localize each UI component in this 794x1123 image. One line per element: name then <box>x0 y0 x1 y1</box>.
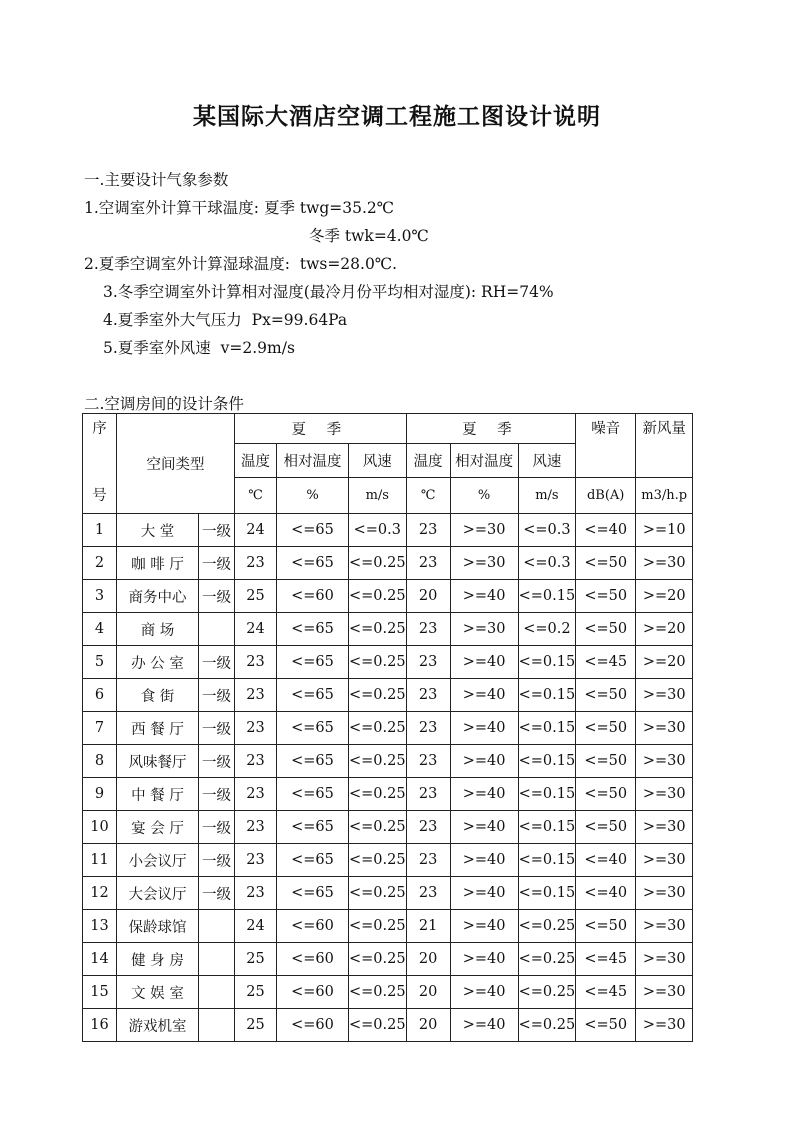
summer-temp-cell: 24 <box>235 613 277 646</box>
comfort-level-cell: 一级 <box>199 778 235 811</box>
fresh-air-volume-cell: >=30 <box>636 778 693 811</box>
summer-group-header-2: 夏 季 <box>406 414 576 444</box>
fresh-air-volume-cell: >=30 <box>636 547 693 580</box>
wind-speed-2-cell: <=0.3 <box>518 514 576 547</box>
unit-fresh-air: m3/h.p <box>636 478 693 514</box>
temp-2-cell: 23 <box>406 547 450 580</box>
summer-temp-cell: 23 <box>235 811 277 844</box>
summer-humidity-cell: <=60 <box>277 943 349 976</box>
humidity-2-cell: >=40 <box>450 844 518 877</box>
wind-speed-2-cell: <=0.25 <box>518 943 576 976</box>
summer-temp-cell: 23 <box>235 646 277 679</box>
summer-temp-cell: 23 <box>235 712 277 745</box>
temp-2-cell: 21 <box>406 910 450 943</box>
space-name-cell: 小会议厅 <box>117 844 199 877</box>
wind-speed-2-cell: <=0.15 <box>518 646 576 679</box>
fresh-air-volume-cell: >=10 <box>636 514 693 547</box>
row-number-cell: 10 <box>83 811 117 844</box>
unit-wind-2: m/s <box>518 478 576 514</box>
summer-wind-speed-cell: <=0.25 <box>349 613 407 646</box>
temp-2-cell: 23 <box>406 646 450 679</box>
summer-temp-cell: 23 <box>235 547 277 580</box>
comfort-level-cell: 一级 <box>199 580 235 613</box>
humidity-2-cell: >=30 <box>450 547 518 580</box>
temp-2-cell: 23 <box>406 712 450 745</box>
comfort-level-cell <box>199 976 235 1009</box>
temp-2-cell: 20 <box>406 1009 450 1042</box>
comfort-level-cell: 一级 <box>199 514 235 547</box>
comfort-level-cell: 一级 <box>199 679 235 712</box>
noise-level-cell: <=50 <box>576 679 636 712</box>
noise-level-cell: <=50 <box>576 745 636 778</box>
space-name-cell: 文 娱 室 <box>117 976 199 1009</box>
summer-group-header: 夏 季 <box>235 414 407 444</box>
fresh-air-volume-cell: >=20 <box>636 646 693 679</box>
humidity-2-cell: >=40 <box>450 712 518 745</box>
noise-level-cell: <=45 <box>576 976 636 1009</box>
wind-speed-2-cell: <=0.25 <box>518 910 576 943</box>
summer-wind-speed-cell: <=0.25 <box>349 778 407 811</box>
noise-level-cell: <=50 <box>576 778 636 811</box>
summer-temp-cell: 25 <box>235 580 277 613</box>
summer-wind-speed-cell: <=0.25 <box>349 976 407 1009</box>
wind-speed-2-cell: <=0.15 <box>518 745 576 778</box>
space-name-cell: 中 餐 厅 <box>117 778 199 811</box>
temp-2-cell: 23 <box>406 514 450 547</box>
space-name-cell: 保龄球馆 <box>117 910 199 943</box>
row-number-cell: 6 <box>83 679 117 712</box>
summer-humidity-cell: <=60 <box>277 976 349 1009</box>
row-number-cell: 3 <box>83 580 117 613</box>
temp-2-cell: 20 <box>406 580 450 613</box>
humidity-2-cell: >=40 <box>450 580 518 613</box>
fresh-air-volume-cell: >=30 <box>636 745 693 778</box>
noise-level-cell: <=50 <box>576 580 636 613</box>
seq-header-top: 序 <box>92 421 107 437</box>
space-name-cell: 商 场 <box>117 613 199 646</box>
param-line-3: 3.冬季空调室外计算相对湿度(最冷月份平均相对湿度): RH=74% <box>103 283 554 301</box>
summer-wind-speed-cell: <=0.25 <box>349 1009 407 1042</box>
humidity-2-cell: >=40 <box>450 646 518 679</box>
row-number-cell: 14 <box>83 943 117 976</box>
noise-level-cell: <=40 <box>576 844 636 877</box>
space-name-cell: 大 堂 <box>117 514 199 547</box>
summer-humidity-cell: <=65 <box>277 679 349 712</box>
noise-level-cell: <=40 <box>576 877 636 910</box>
row-number-cell: 12 <box>83 877 117 910</box>
humidity-2-cell: >=40 <box>450 976 518 1009</box>
summer-humidity-cell: <=65 <box>277 778 349 811</box>
wind-speed-2-cell: <=0.15 <box>518 712 576 745</box>
param-line-1b: 冬季 twk=4.0℃ <box>309 227 429 245</box>
wind-speed-2-cell: <=0.15 <box>518 778 576 811</box>
wind-speed-2-cell: <=0.15 <box>518 580 576 613</box>
table-body <box>83 514 693 1042</box>
summer-wind-speed-cell: <=0.25 <box>349 811 407 844</box>
wind-speed-2-cell: <=0.15 <box>518 877 576 910</box>
space-type-header <box>117 414 235 514</box>
fresh-air-volume-cell: >=30 <box>636 712 693 745</box>
humidity-2-cell: >=40 <box>450 1009 518 1042</box>
row-number-cell: 1 <box>83 514 117 547</box>
summer-temp-cell: 23 <box>235 745 277 778</box>
summer-humidity-cell: <=65 <box>277 811 349 844</box>
noise-header: 噪音 <box>576 414 636 478</box>
summer-wind-speed-cell: <=0.25 <box>349 910 407 943</box>
fresh-air-volume-cell: >=30 <box>636 811 693 844</box>
temp-2-cell: 23 <box>406 778 450 811</box>
space-type-label: 空间类型 <box>146 457 205 473</box>
table-row <box>83 514 693 547</box>
summer-humidity-cell: <=65 <box>277 745 349 778</box>
row-number-cell: 15 <box>83 976 117 1009</box>
noise-level-cell: <=50 <box>576 712 636 745</box>
summer-humidity-cell: <=65 <box>277 712 349 745</box>
table-row <box>83 844 693 877</box>
row-number-cell: 11 <box>83 844 117 877</box>
comfort-level-cell: 一级 <box>199 844 235 877</box>
summer-wind-speed-cell: <=0.25 <box>349 877 407 910</box>
summer-humidity-cell: <=60 <box>277 1009 349 1042</box>
row-number-cell: 16 <box>83 1009 117 1042</box>
fresh-air-volume-cell: >=30 <box>636 910 693 943</box>
document-title: 某国际大酒店空调工程施工图设计说明 <box>193 104 601 130</box>
row-number-cell: 8 <box>83 745 117 778</box>
summer-humidity-cell: <=65 <box>277 547 349 580</box>
fresh-air-volume-cell: >=30 <box>636 976 693 1009</box>
summer-wind-speed-cell: <=0.25 <box>349 580 407 613</box>
noise-level-cell: <=45 <box>576 646 636 679</box>
space-name-cell: 办 公 室 <box>117 646 199 679</box>
unit-noise: dB(A) <box>576 478 636 514</box>
summer-temp-cell: 23 <box>235 778 277 811</box>
temp-2-cell: 23 <box>406 844 450 877</box>
temp-2-cell: 20 <box>406 943 450 976</box>
room-conditions-table <box>82 413 693 1042</box>
table-row <box>83 679 693 712</box>
fresh-air-volume-cell: >=30 <box>636 844 693 877</box>
humidity-2-cell: >=40 <box>450 679 518 712</box>
summer-temp-cell: 23 <box>235 844 277 877</box>
table-row <box>83 943 693 976</box>
table-row <box>83 811 693 844</box>
temp-2-cell: 20 <box>406 976 450 1009</box>
table-header <box>83 414 693 514</box>
wind-speed-2-cell: <=0.2 <box>518 613 576 646</box>
table-row <box>83 613 693 646</box>
param-line-1: 1.空调室外计算干球温度: 夏季 twg=35.2℃ <box>84 199 395 217</box>
param-line-5: 5.夏季室外风速 v=2.9m/s <box>103 339 295 357</box>
summer-temp-cell: 23 <box>235 877 277 910</box>
summer-temp-cell: 24 <box>235 514 277 547</box>
table-row <box>83 712 693 745</box>
seq-header-cell <box>83 414 117 514</box>
summer-wind-speed-cell: <=0.25 <box>349 745 407 778</box>
comfort-level-cell: 一级 <box>199 877 235 910</box>
table-row <box>83 745 693 778</box>
row-number-cell: 13 <box>83 910 117 943</box>
fresh-air-volume-cell: >=30 <box>636 679 693 712</box>
humidity-2-cell: >=40 <box>450 811 518 844</box>
table-row <box>83 976 693 1009</box>
wind-speed-2-cell: <=0.25 <box>518 976 576 1009</box>
comfort-level-cell: 一级 <box>199 712 235 745</box>
space-name-cell: 风味餐厅 <box>117 745 199 778</box>
sub-header-rh-2: 相对温度 <box>450 444 518 478</box>
unit-rh-2: % <box>450 478 518 514</box>
fresh-air-header: 新风量 <box>636 414 693 478</box>
space-name-cell: 西 餐 厅 <box>117 712 199 745</box>
summer-wind-speed-cell: <=0.25 <box>349 844 407 877</box>
table-row <box>83 580 693 613</box>
space-name-cell: 大会议厅 <box>117 877 199 910</box>
space-name-cell: 食 街 <box>117 679 199 712</box>
summer-humidity-cell: <=65 <box>277 844 349 877</box>
noise-level-cell: <=50 <box>576 613 636 646</box>
row-number-cell: 5 <box>83 646 117 679</box>
wind-speed-2-cell: <=0.25 <box>518 1009 576 1042</box>
wind-speed-2-cell: <=0.15 <box>518 844 576 877</box>
wind-speed-2-cell: <=0.3 <box>518 547 576 580</box>
sub-header-wind-1: 风速 <box>349 444 407 478</box>
summer-humidity-cell: <=65 <box>277 613 349 646</box>
row-number-cell: 4 <box>83 613 117 646</box>
space-name-cell: 咖 啡 厅 <box>117 547 199 580</box>
section-1-heading: 一.主要设计气象参数 <box>84 171 229 189</box>
sub-header-temp-1: 温度 <box>235 444 277 478</box>
comfort-level-cell: 一级 <box>199 745 235 778</box>
comfort-level-cell: 一级 <box>199 811 235 844</box>
humidity-2-cell: >=40 <box>450 778 518 811</box>
summer-humidity-cell: <=60 <box>277 910 349 943</box>
seq-header-bottom: 号 <box>92 488 107 504</box>
table-row <box>83 646 693 679</box>
temp-2-cell: 23 <box>406 877 450 910</box>
fresh-air-volume-cell: >=30 <box>636 877 693 910</box>
humidity-2-cell: >=40 <box>450 910 518 943</box>
row-number-cell: 9 <box>83 778 117 811</box>
sub-header-wind-2: 风速 <box>518 444 576 478</box>
comfort-level-cell <box>199 613 235 646</box>
table-row <box>83 547 693 580</box>
unit-rh-1: % <box>277 478 349 514</box>
wind-speed-2-cell: <=0.15 <box>518 811 576 844</box>
table-row <box>83 1009 693 1042</box>
summer-wind-speed-cell: <=0.25 <box>349 712 407 745</box>
unit-temp-1: ℃ <box>235 478 277 514</box>
space-name-cell: 商务中心 <box>117 580 199 613</box>
table-row <box>83 877 693 910</box>
humidity-2-cell: >=30 <box>450 514 518 547</box>
fresh-air-volume-cell: >=20 <box>636 580 693 613</box>
fresh-air-volume-cell: >=30 <box>636 1009 693 1042</box>
row-number-cell: 7 <box>83 712 117 745</box>
humidity-2-cell: >=40 <box>450 943 518 976</box>
humidity-2-cell: >=40 <box>450 745 518 778</box>
comfort-level-cell: 一级 <box>199 646 235 679</box>
humidity-2-cell: >=40 <box>450 877 518 910</box>
temp-2-cell: 23 <box>406 613 450 646</box>
space-name-cell: 游戏机室 <box>117 1009 199 1042</box>
summer-wind-speed-cell: <=0.25 <box>349 547 407 580</box>
summer-temp-cell: 25 <box>235 1009 277 1042</box>
humidity-2-cell: >=30 <box>450 613 518 646</box>
param-line-4: 4.夏季室外大气压力 Px=99.64Pa <box>103 311 348 329</box>
comfort-level-cell: 一级 <box>199 547 235 580</box>
unit-wind-1: m/s <box>349 478 407 514</box>
temp-2-cell: 23 <box>406 811 450 844</box>
summer-humidity-cell: <=65 <box>277 646 349 679</box>
summer-temp-cell: 24 <box>235 910 277 943</box>
comfort-level-cell <box>199 1009 235 1042</box>
summer-humidity-cell: <=60 <box>277 580 349 613</box>
space-name-cell: 宴 会 厅 <box>117 811 199 844</box>
summer-humidity-cell: <=65 <box>277 514 349 547</box>
summer-humidity-cell: <=65 <box>277 877 349 910</box>
summer-wind-speed-cell: <=0.25 <box>349 679 407 712</box>
unit-temp-2: ℃ <box>406 478 450 514</box>
section-2-heading: 二.空调房间的设计条件 <box>84 395 244 413</box>
fresh-air-volume-cell: >=20 <box>636 613 693 646</box>
summer-wind-speed-cell: <=0.3 <box>349 514 407 547</box>
table-row <box>83 910 693 943</box>
summer-temp-cell: 25 <box>235 943 277 976</box>
sub-header-rh-1: 相对温度 <box>277 444 349 478</box>
space-name-cell: 健 身 房 <box>117 943 199 976</box>
noise-level-cell: <=50 <box>576 811 636 844</box>
comfort-level-cell <box>199 943 235 976</box>
summer-temp-cell: 23 <box>235 679 277 712</box>
fresh-air-volume-cell: >=30 <box>636 943 693 976</box>
wind-speed-2-cell: <=0.15 <box>518 679 576 712</box>
summer-wind-speed-cell: <=0.25 <box>349 943 407 976</box>
temp-2-cell: 23 <box>406 679 450 712</box>
row-number-cell: 2 <box>83 547 117 580</box>
noise-level-cell: <=40 <box>576 514 636 547</box>
param-line-2: 2.夏季空调室外计算湿球温度: tws=28.0℃. <box>84 255 398 273</box>
table-row <box>83 778 693 811</box>
summer-temp-cell: 25 <box>235 976 277 1009</box>
sub-header-temp-2: 温度 <box>406 444 450 478</box>
summer-wind-speed-cell: <=0.25 <box>349 646 407 679</box>
noise-level-cell: <=50 <box>576 910 636 943</box>
comfort-level-cell <box>199 910 235 943</box>
temp-2-cell: 23 <box>406 745 450 778</box>
noise-level-cell: <=50 <box>576 1009 636 1042</box>
noise-level-cell: <=50 <box>576 547 636 580</box>
noise-level-cell: <=45 <box>576 943 636 976</box>
